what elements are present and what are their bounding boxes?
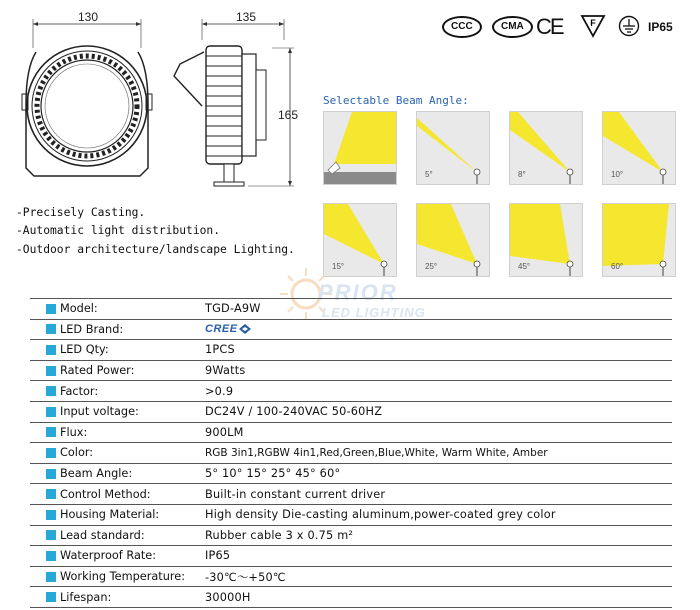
cree-logo [202, 323, 251, 335]
spec-row-rated-power [30, 361, 672, 382]
bullet-square-icon [46, 489, 56, 499]
spec-row-lifespan [30, 587, 672, 608]
spec-label: Beam Angle: [60, 467, 133, 481]
bullet-square-icon [46, 366, 56, 376]
spec-row-flux [30, 423, 672, 444]
beam-angle-label: 45° [518, 262, 531, 271]
spec-table [30, 298, 672, 608]
watermark-subtitle: LED LIGHTING [322, 305, 426, 320]
bullet-square-icon [46, 572, 56, 582]
spec-value: TGD-A9W [205, 302, 261, 316]
spec-label: Factor: [60, 384, 99, 398]
spec-row-led-qty [30, 340, 672, 361]
spec-row-factor [30, 381, 672, 402]
feature-list [16, 204, 295, 259]
bullet-square-icon [46, 510, 56, 520]
bullet-square-icon [46, 592, 56, 602]
spec-row-led-brand [30, 320, 672, 341]
bullet-square-icon [46, 530, 56, 540]
spec-label: LED Brand: [60, 322, 124, 336]
beam-angle-title: Selectable Beam Angle: [323, 94, 469, 107]
ip-rating-mark: IP65 [648, 20, 673, 34]
cree-logo-text: CREE [205, 323, 238, 336]
beam-cell-10 [602, 111, 676, 185]
spec-label: Flux: [60, 425, 88, 439]
beam-cell-45 [509, 203, 583, 277]
side-width-dimension: 135 [236, 10, 257, 24]
beam-angle-label: 60° [611, 262, 624, 271]
beam-cell-60 [602, 203, 676, 277]
ce-mark: CE [536, 14, 563, 39]
spec-value: 1PCS [205, 343, 235, 357]
svg-text:F: F [590, 18, 596, 28]
spec-value: DC24V / 100-240VAC 50-60HZ [205, 405, 383, 419]
spec-label: Model: [60, 302, 98, 316]
ccc-mark: CCC [442, 16, 482, 38]
spec-row-control-method [30, 484, 672, 505]
feature-item: -Precisely Casting. [16, 206, 146, 219]
spec-row-input-voltage [30, 402, 672, 423]
spec-value: >0.9 [205, 384, 234, 398]
bullet-square-icon [46, 448, 56, 458]
front-view-drawing [12, 8, 172, 198]
spec-label: Housing Material: [60, 508, 160, 522]
watermark-title: PRIOR [318, 280, 398, 305]
spec-value: 30000H [205, 590, 251, 604]
beam-overview-cell [323, 111, 397, 185]
cree-diamond-icon [239, 324, 251, 334]
beam-angle-label: 15° [332, 262, 345, 271]
spec-label: Waterproof Rate: [60, 549, 157, 563]
spec-row-housing-material [30, 505, 672, 526]
beam-angle-label: 10° [611, 170, 624, 179]
bullet-square-icon [46, 386, 56, 396]
front-width-dimension: 130 [78, 10, 99, 24]
spec-label: Lead standard: [60, 528, 145, 542]
cma-mark: CMA [492, 16, 533, 38]
height-dimension: 165 [278, 108, 299, 122]
bullet-square-icon [46, 407, 56, 417]
bullet-square-icon [46, 551, 56, 561]
feature-item: -Outdoor architecture/landscape Lighting. [16, 242, 295, 256]
beam-angle-label: 5° [425, 170, 433, 179]
beam-cell-25 [416, 203, 490, 277]
spec-label: Control Method: [60, 487, 151, 501]
beam-angle-label: 8° [518, 170, 526, 179]
spec-label: Working Temperature: [60, 570, 186, 584]
spec-value: -30℃～+50℃ [205, 570, 286, 584]
spec-value: Built-in constant current driver [205, 487, 386, 501]
ground-symbol-icon [618, 15, 640, 37]
spec-label: Input voltage: [60, 405, 139, 419]
beam-cell-5 [416, 111, 490, 185]
feature-item: -Automatic light distribution. [16, 224, 221, 238]
beam-angle-label: 25° [425, 262, 438, 271]
beam-cell-8 [509, 111, 583, 185]
bullet-square-icon [46, 345, 56, 355]
bullet-square-icon [46, 324, 56, 334]
spec-value: 5° 10° 15° 25° 45° 60° [205, 467, 341, 481]
spec-row-waterproof-rate [30, 546, 672, 567]
spec-row-model [30, 299, 672, 320]
spec-row-working-temperature [30, 567, 672, 588]
spec-value: High density Die-casting aluminum,power-coated grey color [205, 508, 556, 522]
spec-label: LED Qty: [60, 343, 109, 357]
spec-row-beam-angle [30, 464, 672, 485]
spec-row-lead-standard [30, 526, 672, 547]
beam-overview-illustration [324, 112, 396, 184]
spec-value: IP65 [205, 549, 231, 563]
bullet-square-icon [46, 427, 56, 437]
spec-value: 9Watts [205, 364, 246, 378]
spec-row-color [30, 443, 672, 464]
spec-value: RGB 3in1,RGBW 4in1,Red,Green,Blue,White, Warm White, Amber [205, 446, 548, 459]
bullet-square-icon [46, 469, 56, 479]
f-mark-icon [580, 14, 606, 38]
spec-value: Rubber cable 3 x 0.75 m² [205, 528, 354, 542]
spec-value: 900LM [205, 425, 244, 439]
bullet-square-icon [46, 304, 56, 314]
spec-label: Color: [60, 446, 94, 460]
side-view-drawing [168, 10, 308, 196]
spec-label: Lifespan: [60, 590, 112, 604]
spec-label: Rated Power: [60, 364, 135, 378]
